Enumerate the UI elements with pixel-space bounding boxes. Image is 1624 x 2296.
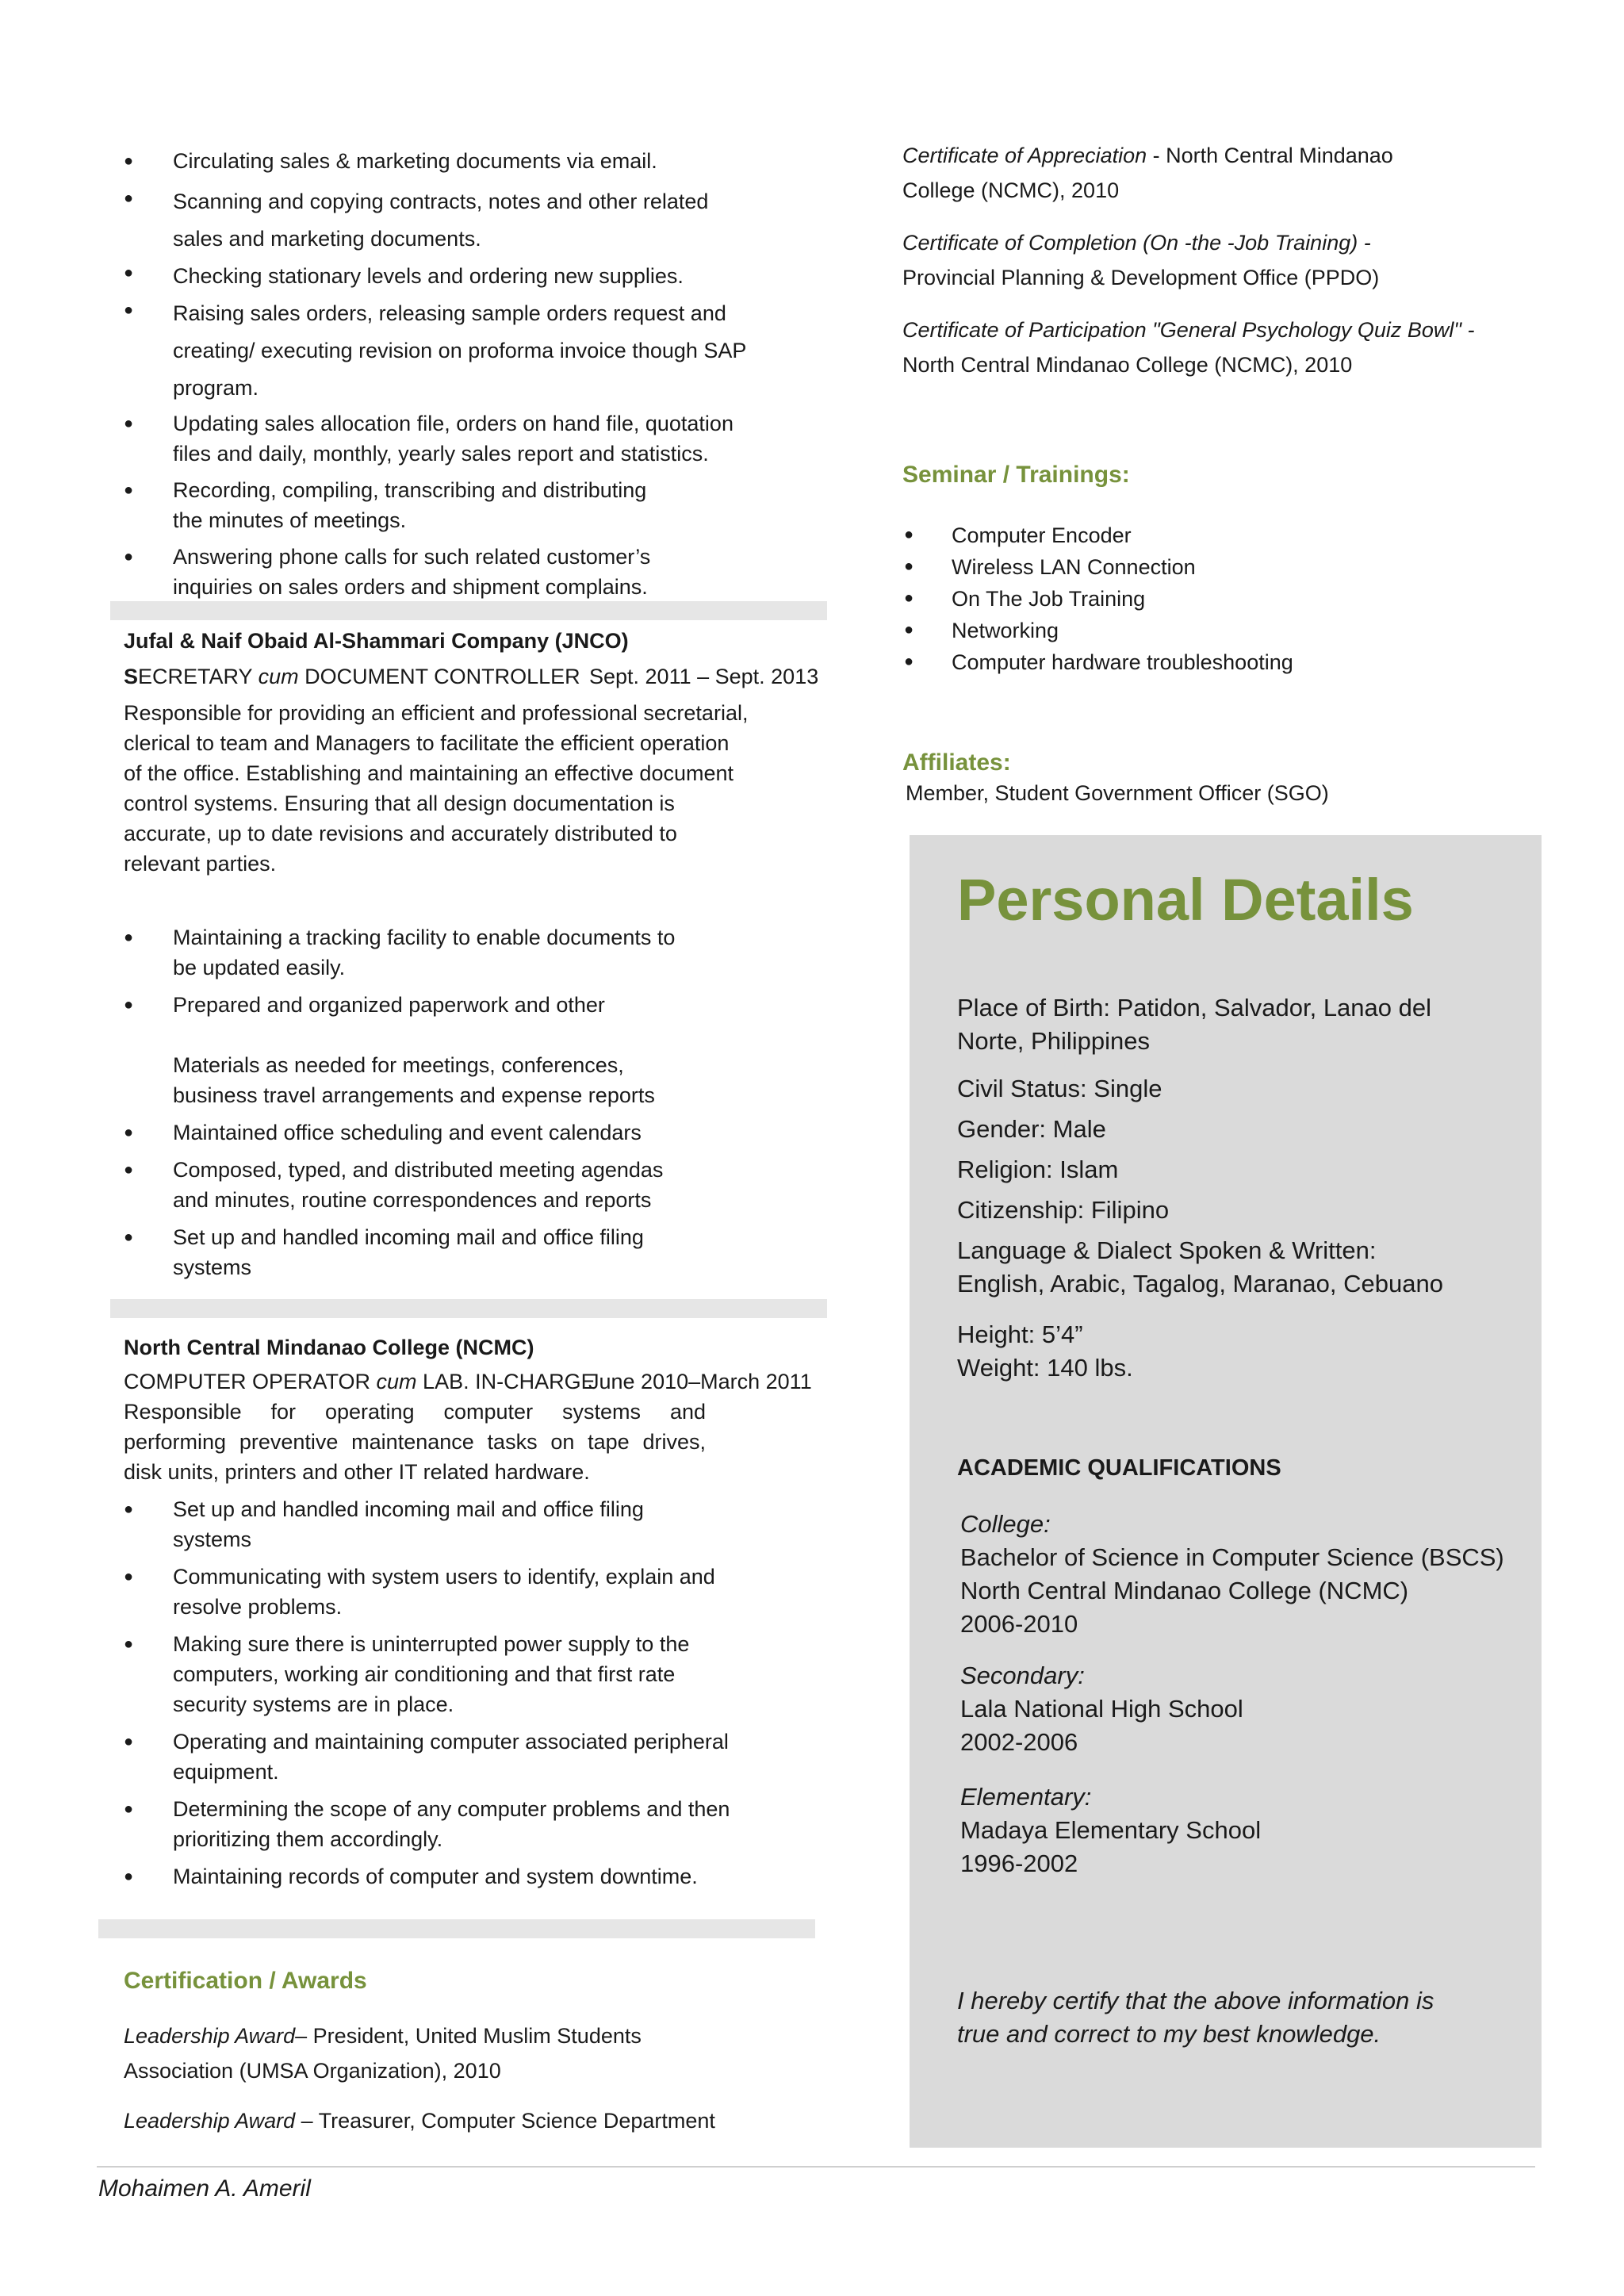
duties-list-jnco: [124, 922, 837, 1282]
list-item: ● Updating sales allocation file, orders on hand file, quotation files and daily, monthly, yearly sales report and statistics.: [124, 408, 837, 469]
company-name: Jufal & Naif Obaid Al-Shammari Company (JNCO): [124, 629, 629, 653]
job-title: COMPUTER OPERATOR cum LAB. IN-CHARGE: [124, 1370, 596, 1393]
list-item: ● Operating and maintaining computer associated peripheral equipment.: [124, 1727, 837, 1787]
languages: Language & Dialect Spoken & Written: English, Arabic, Tagalog, Maranao, Cebuano: [957, 1236, 1443, 1297]
height-weight: Height: 5’4” Weight: 140 lbs.: [957, 1320, 1133, 1382]
affiliates-text: Member, Student Government Officer (SGO): [906, 781, 1329, 805]
duties-list-ncmc: [124, 1494, 837, 1892]
list-item: ● Maintaining records of computer and system downtime.: [124, 1861, 837, 1892]
footer-rule: [97, 2166, 1535, 2168]
job-dates: June 2010–March 2011: [588, 1370, 812, 1393]
list-item: ● Set up and handled incoming mail and office filing systems: [124, 1222, 837, 1282]
list-item: ● On The Job Training: [904, 583, 1538, 615]
list-item: ● Composed, typed, and distributed meeting agendas and minutes, routine correspondences and reports: [124, 1155, 837, 1215]
certificate-item: Certificate of Completion (On -the -Job Training) - Provincial Planning & Development Office (PPDO): [902, 231, 1380, 289]
duties-list-top: [124, 146, 837, 602]
list-item: ● Recording, compiling, transcribing and distributing the minutes of meetings.: [124, 475, 837, 535]
certification-heading: Certification / Awards: [124, 1968, 367, 1994]
company-name: North Central Mindanao College (NCMC): [124, 1336, 534, 1359]
academic-heading: ACADEMIC QUALIFICATIONS: [957, 1455, 1281, 1481]
list-item: ● Communicating with system users to identify, explain and resolve problems.: [124, 1562, 837, 1622]
education-elementary: Elementary: Madaya Elementary School 1996-2002: [960, 1783, 1262, 1877]
list-item: ● Checking stationary levels and ordering new supplies.: [124, 258, 837, 295]
job-dates: Sept. 2011 – Sept. 2013: [589, 665, 819, 688]
citizenship: Citizenship: Filipino: [957, 1196, 1170, 1224]
education-secondary: Secondary: Lala National High School 2002-2006: [960, 1662, 1243, 1756]
certification-statement: I hereby certify that the above information is true and correct to my best knowledge.: [957, 1987, 1434, 2048]
award-item: Leadership Award – Treasurer, Computer Science Department: [124, 2109, 715, 2133]
list-item: ● Raising sales orders, releasing sample orders request and creating/ executing revision on proforma invoice though SAP program.: [124, 295, 837, 407]
job-description: Responsible for operating computer systems and performing preventive maintenance tasks on tape drives,: [124, 1400, 706, 1454]
list-item: ● Answering phone calls for such related customer’s inquiries on sales orders and shipment complains.: [124, 542, 837, 602]
job-title: SECRETARY cum DOCUMENT CONTROLLER: [124, 665, 580, 688]
award-item: Leadership Award– President, United Muslim Students Association (UMSA Organization), 2010: [124, 2024, 642, 2083]
list-item: ● Computer Encoder: [904, 519, 1538, 551]
job-description-end: disk units, printers and other IT related hardware.: [124, 1460, 590, 1484]
list-item: ● Maintained office scheduling and event calendars: [124, 1117, 837, 1148]
education-college: College: Bachelor of Science in Computer Science (BSCS) North Central Mindanao College (NCMC) 2006-2010: [960, 1510, 1504, 1638]
list-item: ● Set up and handled incoming mail and office filing systems: [124, 1494, 837, 1554]
certificate-item: Certificate of Participation "General Psychology Quiz Bowl" - North Central Mindanao College (NCMC), 2010: [902, 318, 1475, 377]
list-item: ● Scanning and copying contracts, notes and other related sales and marketing documents.: [124, 183, 837, 258]
list-item: ● Maintaining a tracking facility to enable documents to be updated easily.: [124, 922, 837, 983]
certificate-item: Certificate of Appreciation - North Central Mindanao College (NCMC), 2010: [902, 144, 1393, 202]
civil-status: Civil Status: Single: [957, 1075, 1162, 1102]
list-item: ● Determining the scope of any computer problems and then prioritizing them accordingly.: [124, 1794, 837, 1854]
religion: Religion: Islam: [957, 1156, 1119, 1183]
list-item: ● Prepared and organized paperwork and other Materials as needed for meetings, conferences, business travel arrangements and expense reports: [124, 990, 837, 1110]
list-item: ● Wireless LAN Connection: [904, 551, 1538, 583]
seminar-heading: Seminar / Trainings:: [902, 462, 1130, 488]
section-separator: [110, 1299, 827, 1318]
gender: Gender: Male: [957, 1115, 1106, 1143]
personal-details-heading: Personal Details: [957, 867, 1414, 933]
place-of-birth: Place of Birth: Patidon, Salvador, Lanao del Norte, Philippines: [957, 994, 1432, 1055]
seminar-list: [904, 519, 1538, 678]
list-item: ● Networking: [904, 615, 1538, 646]
list-item: ● Circulating sales & marketing documents via email.: [124, 146, 837, 176]
list-item: ● Computer hardware troubleshooting: [904, 646, 1538, 678]
affiliates-heading: Affiliates:: [902, 749, 1011, 776]
section-separator: [98, 1919, 815, 1938]
list-item: ● Making sure there is uninterrupted power supply to the computers, working air conditioning and that first rate security systems are in place.: [124, 1629, 837, 1719]
section-separator: [110, 601, 827, 620]
job-description: Responsible for providing an efficient and professional secretarial, clerical to team and Managers to facilitate the efficient operation of the office. Establishing and maintaining an effective document control systems. Ensuring that all design documentation is accurate, up to date revisions and accurately distributed to relevant parties.: [124, 701, 749, 876]
footer-name: Mohaimen A. Ameril: [98, 2175, 311, 2202]
